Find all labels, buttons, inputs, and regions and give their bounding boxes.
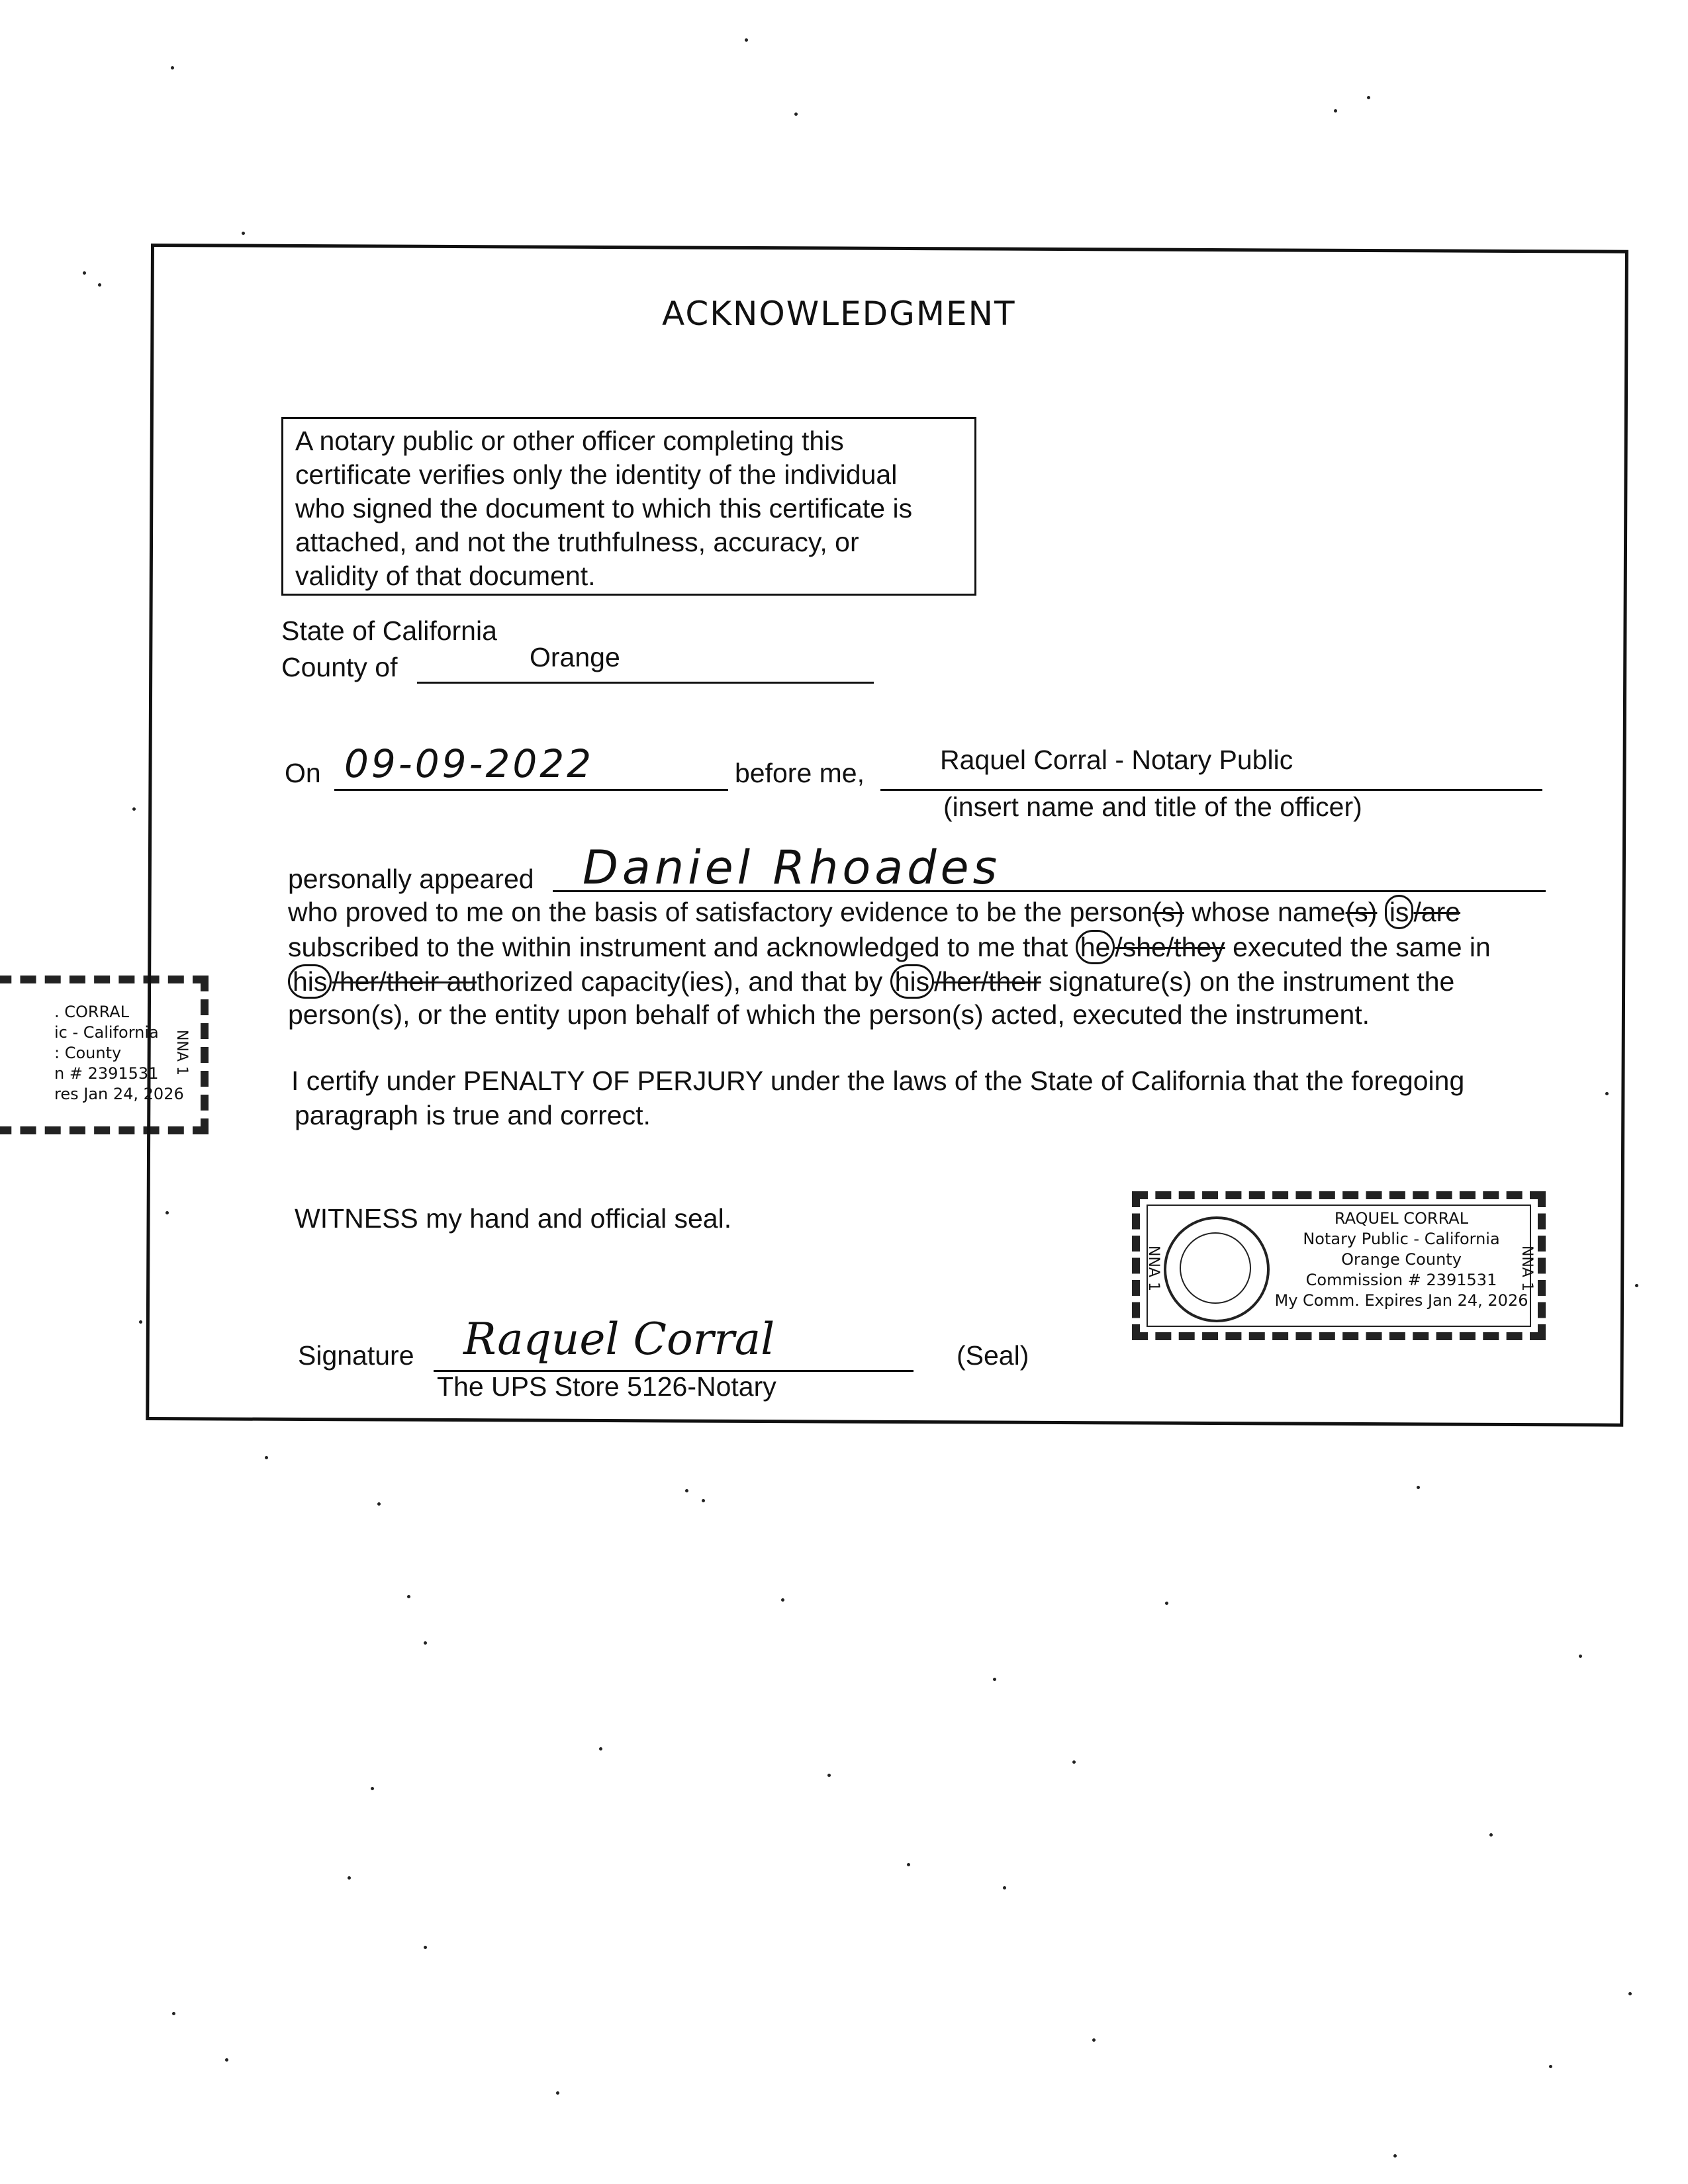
body-text bbox=[1377, 897, 1384, 927]
state-seal-icon bbox=[1164, 1216, 1270, 1322]
scan-speck bbox=[993, 1678, 996, 1681]
disclaimer-box bbox=[281, 417, 976, 596]
body-line-2 bbox=[288, 932, 1491, 963]
body-line-4: person(s), or the entity upon behalf of which the person(s) acted, executed the instrument. bbox=[288, 999, 1370, 1030]
circled-text: is bbox=[1385, 895, 1414, 929]
scan-speck bbox=[139, 1320, 142, 1324]
scan-speck bbox=[599, 1747, 602, 1751]
body-text: subscribed to the within instrument and acknowledged to me that bbox=[288, 932, 1076, 962]
notary-stamp-line: Notary Public - California bbox=[1303, 1230, 1500, 1248]
scan-speck bbox=[745, 38, 748, 42]
notary-stamp-line: My Comm. Expires Jan 24, 2026 bbox=[1274, 1291, 1528, 1310]
scan-speck bbox=[1072, 1760, 1076, 1764]
notary-stamp-line: Orange County bbox=[1341, 1250, 1462, 1269]
notary-stamp-text bbox=[1272, 1208, 1530, 1311]
body-text: signature(s) on the instrument the bbox=[1041, 966, 1455, 997]
before-me-label: before me, bbox=[735, 758, 865, 788]
signature-label: Signature bbox=[298, 1340, 414, 1371]
state-seal-inner-ring bbox=[1180, 1232, 1251, 1304]
document-title: ACKNOWLEDGMENT bbox=[662, 295, 1016, 333]
scan-speck bbox=[702, 1499, 705, 1502]
partial-stamp-tag: NNA 1 bbox=[173, 1030, 190, 1075]
scan-speck bbox=[1635, 1284, 1638, 1287]
scan-speck bbox=[377, 1502, 381, 1506]
disclaimer-line: validity of that document. bbox=[295, 561, 596, 591]
officer-value: Raquel Corral - Notary Public bbox=[940, 745, 1293, 775]
disclaimer-line: who signed the document to which this certificate is bbox=[295, 493, 913, 523]
certify-line-2: paragraph is true and correct. bbox=[295, 1100, 651, 1130]
state-label: State of California bbox=[281, 615, 497, 646]
scan-speck bbox=[407, 1595, 410, 1598]
notary-stamp-line: RAQUEL CORRAL bbox=[1334, 1209, 1469, 1228]
disclaimer-line: A notary public or other officer completing this bbox=[295, 426, 844, 456]
scan-speck bbox=[265, 1456, 268, 1459]
scan-speck bbox=[242, 232, 245, 235]
scan-speck bbox=[827, 1774, 831, 1777]
county-line bbox=[417, 682, 874, 684]
scan-speck bbox=[1549, 2065, 1552, 2068]
struck-text: /she/they bbox=[1115, 932, 1225, 962]
scan-speck bbox=[98, 283, 101, 287]
body-text: thorized capacity(ies), and that by bbox=[477, 966, 890, 997]
partial-notary-stamp: . CORRAL ic - California : County n # 2391531 res Jan 24, 2026 NNA 1 bbox=[0, 976, 209, 1134]
scan-speck bbox=[1417, 1486, 1420, 1489]
scan-speck bbox=[1628, 1992, 1632, 1995]
scan-speck bbox=[1165, 1602, 1168, 1605]
officer-line bbox=[880, 789, 1542, 791]
witness-text: WITNESS my hand and official seal. bbox=[295, 1203, 732, 1234]
scan-speck bbox=[1334, 109, 1337, 113]
scan-speck bbox=[1393, 2154, 1397, 2158]
scan-speck bbox=[171, 66, 174, 69]
date-line bbox=[334, 789, 728, 791]
scan-speck bbox=[371, 1787, 374, 1790]
scan-speck bbox=[1092, 2038, 1096, 2042]
county-value: Orange bbox=[530, 642, 620, 672]
body-text: whose name bbox=[1184, 897, 1346, 927]
struck-text: /are bbox=[1413, 897, 1461, 927]
scan-speck bbox=[172, 2012, 175, 2015]
notary-stamp-line: Commission # 2391531 bbox=[1305, 1271, 1497, 1289]
scan-speck bbox=[556, 2091, 559, 2095]
scan-speck bbox=[1003, 1886, 1006, 1889]
scan-speck bbox=[225, 2058, 228, 2062]
struck-text: /her/their bbox=[934, 966, 1041, 997]
certify-line-1: I certify under PENALTY OF PERJURY under the laws of the State of California that the foregoing bbox=[291, 1066, 1465, 1096]
scan-speck bbox=[1367, 96, 1370, 99]
scan-speck bbox=[794, 113, 798, 116]
struck-text: /her/their au bbox=[332, 966, 477, 997]
county-label: County of bbox=[281, 652, 398, 682]
body-line-1 bbox=[288, 897, 1460, 928]
scan-speck bbox=[348, 1876, 351, 1880]
notary-stamp-tag-left: NNA 1 bbox=[1145, 1246, 1162, 1291]
date-value: 09-09-2022 bbox=[344, 741, 594, 786]
body-text: executed the same in bbox=[1225, 932, 1491, 962]
notary-stamp bbox=[1132, 1191, 1546, 1340]
scan-speck bbox=[781, 1598, 784, 1602]
seal-label: (Seal) bbox=[957, 1340, 1029, 1371]
struck-text: (s) bbox=[1345, 897, 1378, 927]
scan-speck bbox=[424, 1641, 427, 1645]
disclaimer-line: certificate verifies only the identity of the individual bbox=[295, 459, 898, 490]
appeared-value: Daniel Rhoades bbox=[583, 841, 1002, 895]
circled-text: he bbox=[1076, 930, 1115, 964]
signature-handwritten: Raquel Corral bbox=[463, 1314, 775, 1365]
officer-hint: (insert name and title of the officer) bbox=[943, 792, 1362, 822]
on-label: On bbox=[285, 758, 321, 788]
scan-speck bbox=[83, 271, 86, 275]
scan-speck bbox=[424, 1946, 427, 1949]
struck-text: (s) bbox=[1152, 897, 1184, 927]
scan-speck bbox=[685, 1489, 688, 1492]
scan-speck bbox=[132, 807, 136, 811]
body-line-3 bbox=[288, 966, 1454, 997]
appeared-label: personally appeared bbox=[288, 864, 534, 894]
disclaimer-line: attached, and not the truthfulness, accuracy, or bbox=[295, 527, 859, 557]
notary-stamp-tag-right: NNA 1 bbox=[1519, 1246, 1535, 1291]
circled-text: his bbox=[288, 964, 332, 999]
body-text: who proved to me on the basis of satisfactory evidence to be the person bbox=[288, 897, 1152, 927]
circled-text: his bbox=[890, 964, 934, 999]
scan-speck bbox=[1579, 1655, 1582, 1658]
scan-speck bbox=[1489, 1833, 1493, 1837]
scan-speck bbox=[907, 1863, 910, 1866]
signature-caption: The UPS Store 5126-Notary bbox=[437, 1371, 776, 1402]
